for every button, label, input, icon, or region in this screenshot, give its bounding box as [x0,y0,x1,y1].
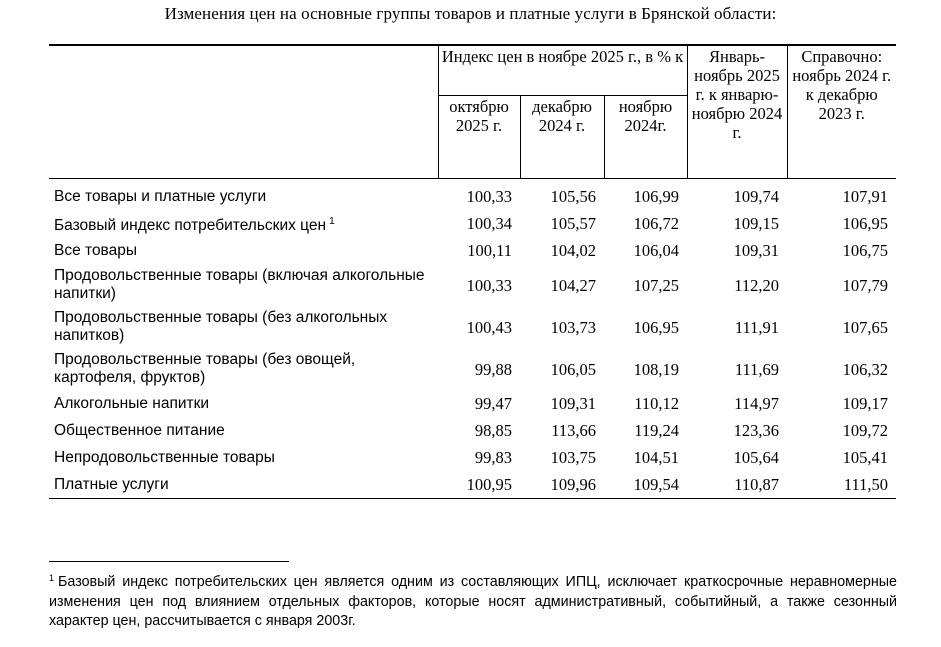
value-ref: 105,41 [842,448,888,467]
row-label [49,264,438,306]
row-label [49,306,438,348]
value-dec: 109,96 [520,471,604,499]
value-dec: 103,73 [550,317,596,337]
value-nov: 109,54 [604,471,687,499]
row-label-text: Общественное питание [54,421,225,439]
value-ref: 109,17 [842,394,888,413]
value-nov: 106,72 [633,214,679,233]
table-title: Изменения цен на основные группы товаров и платные услуги в Брянской области: [164,4,777,23]
value-jan-nov: 109,15 [733,214,779,233]
value-ref: 106,95 [842,214,888,233]
row-label-text: Продовольственные товары (включая алкогольные напитки) [54,267,425,302]
value-ref: 107,91 [842,187,888,206]
value-oct: 100,34 [466,214,512,233]
footnote [49,569,897,632]
table-row [49,471,896,499]
header-november: ноябрю 2024г. [604,96,687,179]
row-label-text: Непродовольственные товары [54,448,275,466]
table-row [49,444,896,471]
row-label-text: Все товары [54,241,138,259]
value-nov: 108,19 [633,359,679,379]
row-label-text: Алкогольные напитки [54,394,210,412]
value-dec: 106,05 [550,359,596,379]
value-oct: 98,85 [474,421,512,440]
value-oct: 100,43 [466,317,512,337]
value-oct: 99,83 [474,448,512,467]
value-ref: 106,75 [842,241,888,260]
header-reference: Справочно: ноябрь 2024 г. к декабрю 2023 г. [787,45,896,179]
value-ref: 111,50 [787,471,896,499]
table-row [49,264,896,306]
table-row [49,237,896,264]
value-jan-nov: 114,97 [734,394,779,413]
value-oct: 100,95 [438,471,520,499]
value-ref: 107,65 [842,317,888,337]
value-dec: 109,31 [550,394,596,413]
table-row [49,179,896,211]
footnote-marker: 1 [49,573,55,583]
value-ref: 106,32 [842,359,888,379]
value-oct: 100,33 [466,275,512,295]
value-nov: 106,95 [633,317,679,337]
value-nov: 119,24 [634,421,679,440]
value-nov: 106,99 [633,187,679,206]
value-dec: 105,57 [550,214,596,233]
value-oct: 99,47 [474,394,512,413]
table-row [49,210,896,237]
value-dec: 105,56 [550,187,596,206]
row-label [49,444,438,471]
row-label [49,348,438,390]
price-index-table [49,44,896,499]
table-row [49,390,896,417]
value-jan-nov: 109,74 [733,187,779,206]
table-row [49,306,896,348]
footnote-ref: 1 [329,215,335,227]
value-nov: 104,51 [633,448,679,467]
value-dec: 104,02 [550,241,596,260]
header-empty-cell [49,45,438,179]
row-label-text: Базовый индекс потребительских цен [54,216,327,234]
table-body [49,179,896,499]
row-label-text: Продовольственные товары (без алкогольных напитков) [54,309,388,344]
row-label-text: Платные услуги [54,475,169,493]
row-label [49,179,438,211]
value-dec: 103,75 [550,448,596,467]
row-label [49,471,438,499]
header-jan-nov: Январь-ноябрь 2025 г. к январю-ноябрю 2024 г. [687,45,787,179]
value-dec: 104,27 [550,275,596,295]
header-december: декабрю 2024 г. [520,96,604,179]
table-row [49,348,896,390]
row-label-text: Все товары и платные услуги [54,187,267,205]
table-row [49,417,896,444]
value-ref: 107,79 [842,275,888,295]
value-ref: 109,72 [842,421,888,440]
footnote-separator [49,561,289,562]
footnote-text: Базовый индекс потребительских цен является одним из составляющих ИПЦ, исключает краткосрочные неравномерные изменения цен под влиянием отдельных факторов, которые носят административный, событийный, а также сезонный характер цен, рассчитывается с января 2003г. [49,574,897,629]
value-jan-nov: 111,69 [734,359,779,379]
value-nov: 106,04 [633,241,679,260]
header-price-index-group: Индекс цен в ноябре 2025 г., в % к [438,45,687,96]
value-oct: 99,88 [474,359,512,379]
value-oct: 100,11 [467,241,512,260]
value-jan-nov: 123,36 [733,421,779,440]
row-label [49,390,438,417]
value-nov: 110,12 [634,394,679,413]
row-label [49,237,438,264]
value-oct: 100,33 [466,187,512,206]
value-jan-nov: 111,91 [734,317,779,337]
header-october: октябрю 2025 г. [438,96,520,179]
value-dec: 113,66 [551,421,596,440]
row-label [49,210,438,237]
value-jan-nov: 109,31 [733,241,779,260]
value-jan-nov: 110,87 [687,471,787,499]
value-nov: 107,25 [633,275,679,295]
row-label-text: Продовольственные товары (без овощей, картофеля, фруктов) [54,351,356,386]
value-jan-nov: 112,20 [734,275,779,295]
value-jan-nov: 105,64 [733,448,779,467]
row-label [49,417,438,444]
